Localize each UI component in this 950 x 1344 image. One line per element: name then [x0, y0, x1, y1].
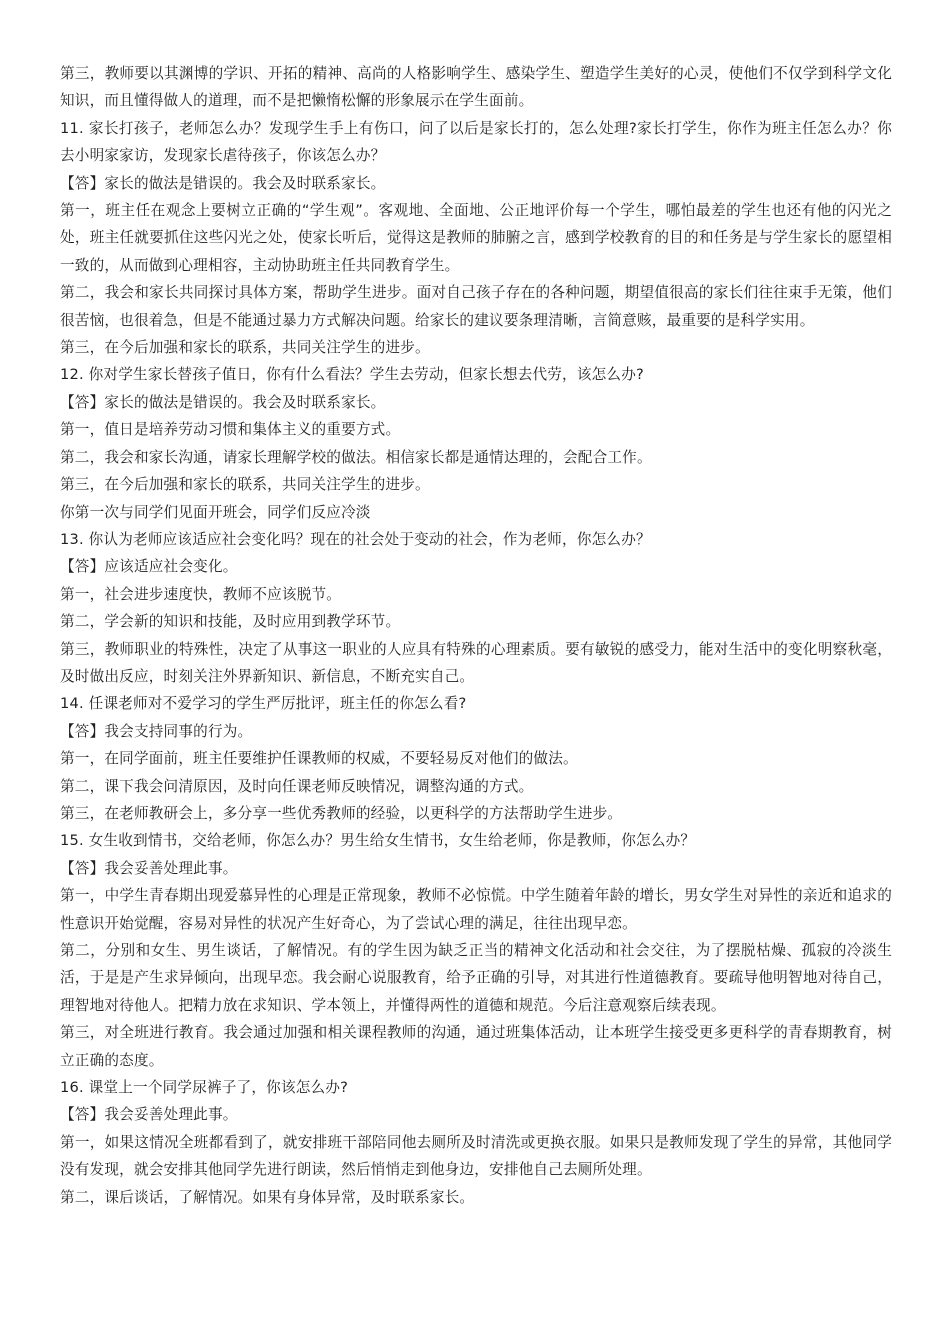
answer-13-point-3: 第三，教师职业的特殊性，决定了从事这一职业的人应具有特殊的心理素质。要有敏锐的感受力，能对生活中的变化明察秋毫，及时做出反应，时刻关注外界新知识、新信息，不断充实自己。 — [60, 640, 892, 685]
answer-11: 【答】家长的做法是错误的。我会及时联系家长。 — [60, 174, 386, 192]
answer-15: 【答】我会妥善处理此事。 — [60, 859, 238, 877]
answer-15-point-2: 第二，分别和女生、男生谈话，了解情况。有的学生因为缺乏正当的精神文化活动和社会交往，为了摆脱枯燥、孤寂的冷淡生活，于是是产生求异倾向，出现早恋。我会耐心说服教育，给予正确的引导，对其进行性道德教育。要疏导他明智地对待自己，理智地对待他人。把精力放在求知识、学本领上，并懂得两性的道德和规范。今后注意观察后续表现。 — [60, 942, 892, 1014]
answer-16-point-2: 第二，课后谈话，了解情况。如果有身体异常，及时联系家长。 — [60, 1188, 475, 1206]
answer-14: 【答】我会支持同事的行为。 — [60, 722, 253, 740]
extra-question: 你第一次与同学们见面开班会，同学们反应冷淡 — [60, 503, 371, 521]
document-page — [60, 60, 892, 1211]
answer-11-point-1: 第一，班主任在观念上要树立正确的“学生观”。客观地、全面地、公正地评价每一个学生，哪怕最差的学生也还有他的闪光之处，班主任就要抓住这些闪光之处，使家长听后，觉得这是教师的肺腑之言，感到学校教育的目的和任务是与学生家长的愿望相一致的，从而做到心理相容，主动协助班主任共同教育学生。 — [60, 202, 892, 274]
question-16: 16. 课堂上一个同学尿裤子了，你该怎么办? — [60, 1079, 349, 1097]
answer-14-point-3: 第三，在老师教研会上，多分享一些优秀教师的经验，以更科学的方法帮助学生进步。 — [60, 804, 623, 822]
answer-16: 【答】我会妥善处理此事。 — [60, 1106, 238, 1124]
answer-12-point-3: 第三，在今后加强和家长的联系，共同关注学生的进步。 — [60, 476, 430, 494]
answer-12-point-2: 第二，我会和家长沟通，请家长理解学校的做法。相信家长都是通情达理的，会配合工作。 — [60, 448, 652, 466]
question-13: 13. 你认为老师应该适应社会变化吗？现在的社会处于变动的社会，作为老师，你怎么办？ — [60, 530, 651, 548]
answer-14-point-2: 第二，课下我会问清原因，及时向任课老师反映情况，调整沟通的方式。 — [60, 777, 534, 795]
answer-15-point-1: 第一，中学生青春期出现爱慕异性的心理是正常现象，教师不必惊慌。中学生随着年龄的增长，男女学生对异性的亲近和追求的性意识开始觉醒，容易对异性的状况产生好奇心，为了尝试心理的满足，往往出现早恋。 — [60, 887, 892, 932]
answer-14-point-1: 第一，在同学面前，班主任要维护任课教师的权威，不要轻易反对他们的做法。 — [60, 750, 578, 768]
answer-11-point-2: 第二，我会和家长共同探讨具体方案，帮助学生进步。面对自己孩子存在的各种问题，期望值很高的家长们往往束手无策，他们很苦恼，也很着急，但是不能通过暴力方式解决问题。给家长的建议要条理清晰，言简意赅，最重要的是科学实用。 — [60, 284, 892, 329]
question-11: 11. 家长打孩子，老师怎么办？发现学生手上有伤口，问了以后是家长打的，怎么处理?家长打学生，你作为班主任怎么办？你去小明家家访，发现家长虐待孩子，你该怎么办？ — [60, 119, 892, 165]
answer-12-point-1: 第一，值日是培养劳动习惯和集体主义的重要方式。 — [60, 421, 401, 439]
answer-12: 【答】家长的做法是错误的。我会及时联系家长。 — [60, 393, 386, 411]
answer-13: 【答】应该适应社会变化。 — [60, 558, 238, 576]
answer-11-point-3: 第三，在今后加强和家长的联系，共同关注学生的进步。 — [60, 339, 430, 357]
answer-13-point-2: 第二，学会新的知识和技能，及时应用到教学环节。 — [60, 613, 401, 631]
question-15: 15. 女生收到情书，交给老师，你怎么办？男生给女生情书，女生给老师，你是教师，你怎么办？ — [60, 832, 696, 850]
answer-15-point-3: 第三，对全班进行教育。我会通过加强和相关课程教师的沟通，通过班集体活动，让本班学生接受更多更科学的青春期教育，树立正确的态度。 — [60, 1024, 892, 1069]
paragraph-1: 第三，教师要以其渊博的学识、开拓的精神、高尚的人格影响学生、感染学生、塑造学生美好的心灵，使他们不仅学到科学文化知识，而且懂得做人的道理，而不是把懒惰松懈的形象展示在学生面前。 — [60, 65, 892, 110]
question-14: 14. 任课老师对不爱学习的学生严厉批评，班主任的你怎么看? — [60, 695, 467, 713]
question-12: 12. 你对学生家长替孩子值日，你有什么看法？学生去劳动，但家长想去代劳，该怎么办? — [60, 366, 644, 384]
answer-16-point-1: 第一，如果这情况全班都看到了，就安排班干部陪同他去厕所及时清洗或更换衣服。如果只是教师发现了学生的异常，其他同学没有发现，就会安排其他同学先进行朗读，然后悄悄走到他身边，安排他自己去厕所处理。 — [60, 1133, 892, 1179]
answer-13-point-1: 第一，社会进步速度快，教师不应该脱节。 — [60, 585, 342, 603]
